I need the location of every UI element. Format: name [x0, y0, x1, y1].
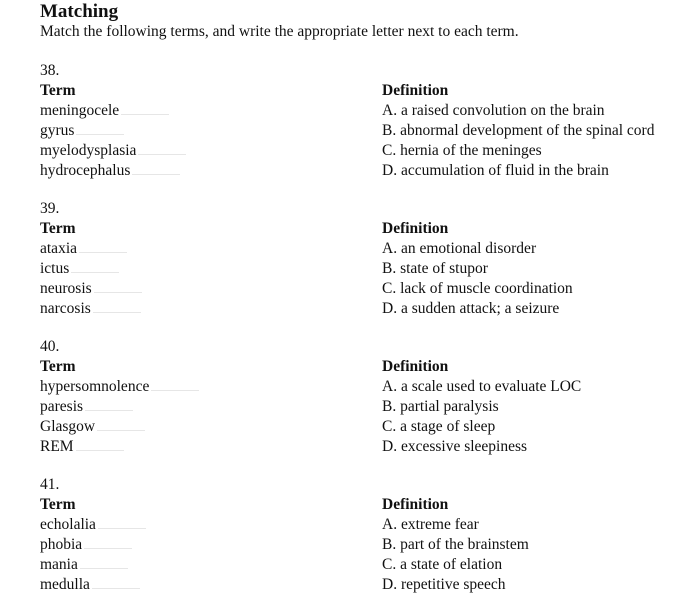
term-label: Glasgow [40, 418, 96, 435]
answer-blank[interactable] [98, 527, 146, 529]
instructions-text: Match the following terms, and write the appropriate letter next to each term. [40, 23, 519, 40]
term-row [40, 239, 380, 259]
definitions-column [382, 219, 700, 319]
term-row [40, 575, 380, 595]
term-row [40, 279, 380, 299]
term-row [40, 121, 380, 141]
question-41 [40, 475, 700, 595]
term-label: mania [40, 556, 78, 573]
question-40 [40, 337, 700, 457]
terms-column [40, 81, 380, 181]
answer-blank[interactable] [76, 133, 124, 135]
term-label: narcosis [40, 300, 91, 317]
term-row [40, 161, 380, 181]
term-row [40, 555, 380, 575]
term-label: echolalia [40, 516, 96, 533]
term-row [40, 535, 380, 555]
term-label: neurosis [40, 280, 92, 297]
question-number: 40. [40, 338, 60, 355]
term-label: hydrocephalus [40, 162, 131, 179]
answer-blank[interactable] [76, 449, 124, 451]
answer-blank[interactable] [84, 547, 132, 549]
definition-row: C. a state of elation [382, 556, 503, 573]
definition-row: B. abnormal development of the spinal cord [382, 122, 655, 139]
definitions-column [382, 357, 700, 457]
answer-blank[interactable] [97, 429, 145, 431]
definition-row: D. accumulation of fluid in the brain [382, 162, 609, 179]
answer-blank[interactable] [121, 113, 169, 115]
term-header: Term [40, 496, 76, 513]
definition-header: Definition [382, 220, 449, 237]
term-header: Term [40, 220, 76, 237]
answer-blank[interactable] [138, 153, 186, 155]
term-label: medulla [40, 576, 90, 593]
answer-blank[interactable] [93, 311, 141, 313]
terms-column [40, 495, 380, 595]
term-label: ictus [40, 260, 70, 277]
term-label: myelodysplasia [40, 142, 137, 159]
question-number: 38. [40, 62, 60, 79]
definition-header: Definition [382, 358, 449, 375]
term-row [40, 515, 380, 535]
definition-row: A. a raised convolution on the brain [382, 102, 605, 119]
definition-row: A. a scale used to evaluate LOC [382, 378, 582, 395]
answer-blank[interactable] [132, 173, 180, 175]
definition-row: D. excessive sleepiness [382, 438, 528, 455]
answer-blank[interactable] [85, 409, 133, 411]
term-label: REM [40, 438, 74, 455]
definition-row: B. partial paralysis [382, 398, 499, 415]
definition-header: Definition [382, 82, 449, 99]
definition-row: C. a stage of sleep [382, 418, 496, 435]
answer-blank[interactable] [151, 389, 199, 391]
term-row [40, 299, 380, 319]
terms-column [40, 357, 380, 457]
term-row [40, 101, 380, 121]
term-row [40, 437, 380, 457]
term-row [40, 259, 380, 279]
term-row [40, 377, 380, 397]
term-header: Term [40, 82, 76, 99]
terms-column [40, 219, 380, 319]
definition-header: Definition [382, 496, 449, 513]
question-38 [40, 61, 700, 181]
term-label: meningocele [40, 102, 120, 119]
answer-blank[interactable] [94, 291, 142, 293]
term-row [40, 141, 380, 161]
term-label: paresis [40, 398, 84, 415]
definition-row: C. hernia of the meninges [382, 142, 542, 159]
page-title: Matching [40, 1, 119, 22]
definition-row: C. lack of muscle coordination [382, 280, 573, 297]
term-label: phobia [40, 536, 83, 553]
answer-blank[interactable] [71, 271, 119, 273]
term-row [40, 417, 380, 437]
definition-row: D. a sudden attack; a seizure [382, 300, 560, 317]
answer-blank[interactable] [80, 567, 128, 569]
question-number: 39. [40, 200, 60, 217]
question-number: 41. [40, 476, 60, 493]
definition-row: A. extreme fear [382, 516, 479, 533]
term-row [40, 397, 380, 417]
definition-row: D. repetitive speech [382, 576, 506, 593]
term-label: gyrus [40, 122, 75, 139]
definitions-column [382, 81, 700, 181]
definition-row: B. part of the brainstem [382, 536, 529, 553]
answer-blank[interactable] [92, 587, 140, 589]
question-39 [40, 199, 700, 319]
answer-blank[interactable] [79, 251, 127, 253]
definitions-column [382, 495, 700, 595]
definition-row: B. state of stupor [382, 260, 488, 277]
term-label: ataxia [40, 240, 78, 257]
definition-row: A. an emotional disorder [382, 240, 537, 257]
term-header: Term [40, 358, 76, 375]
term-label: hypersomnolence [40, 378, 150, 395]
